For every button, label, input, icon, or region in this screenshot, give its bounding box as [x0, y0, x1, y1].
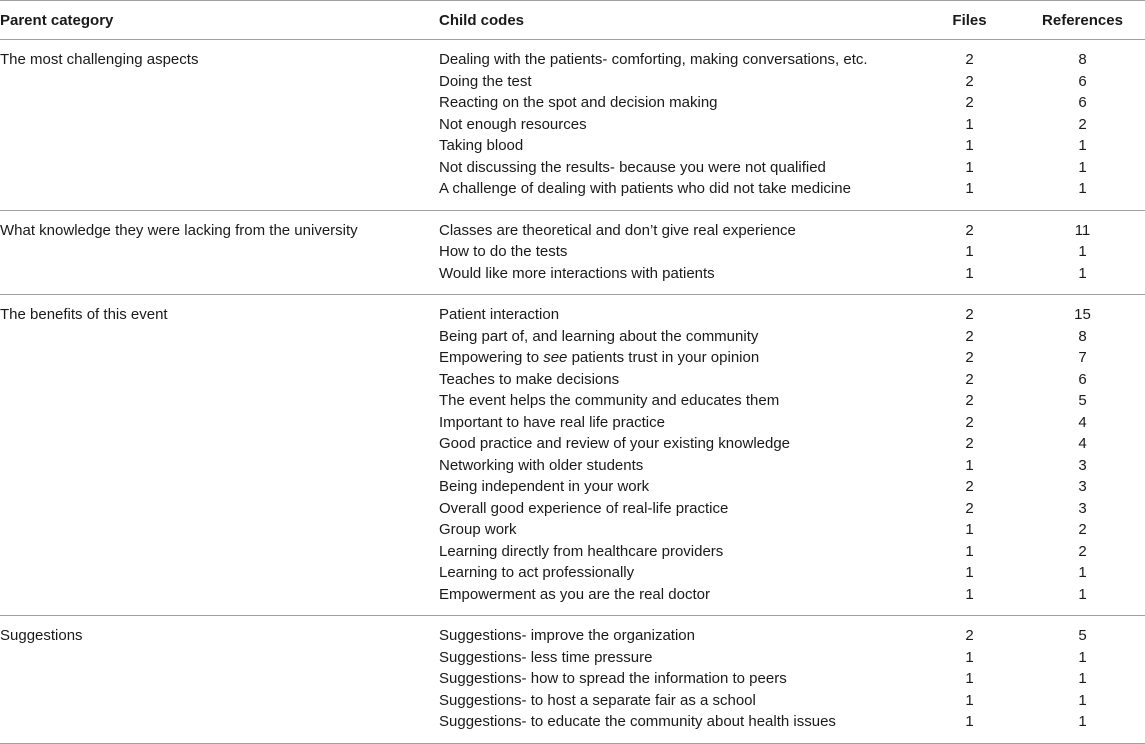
- references-count: 1: [1078, 158, 1087, 176]
- header-row: [0, 1, 1145, 40]
- child-code: Suggestions- improve the organization: [439, 627, 695, 644]
- references-count: 1: [1078, 137, 1087, 154]
- parent-category-empty: [0, 455, 439, 477]
- references-count: 7: [1078, 349, 1087, 366]
- references-count: 3: [1078, 499, 1087, 517]
- header-child-codes: Child codes: [439, 1, 919, 40]
- references-count: 2: [1078, 542, 1087, 560]
- references-count: 1: [1078, 243, 1087, 260]
- table-row: [0, 433, 1145, 455]
- files-count: 1: [965, 521, 974, 538]
- files-count: 2: [965, 306, 974, 323]
- files-count: 1: [965, 713, 974, 730]
- parent-category: The most challenging aspects: [0, 51, 199, 68]
- files-count: 1: [965, 564, 974, 581]
- parent-category-empty: [0, 476, 439, 498]
- table-row: [0, 40, 1145, 71]
- table-row: [0, 210, 1145, 241]
- parent-category-empty: [0, 711, 439, 743]
- table-row: [0, 498, 1145, 520]
- table-row: [0, 241, 1145, 263]
- child-code: A challenge of dealing with patients who did not take medicine: [439, 180, 851, 197]
- child-code: Suggestions- to host a separate fair as a school: [439, 691, 756, 709]
- files-count: 2: [965, 51, 974, 68]
- child-code: Classes are theoretical and don’t give real experience: [439, 221, 796, 239]
- references-count: 8: [1078, 51, 1087, 68]
- child-code: Doing the test: [439, 72, 532, 90]
- parent-category-empty: [0, 562, 439, 584]
- files-count: 2: [965, 349, 974, 366]
- parent-category-empty: [0, 369, 439, 391]
- references-count: 1: [1078, 564, 1087, 581]
- parent-category-empty: [0, 92, 439, 114]
- table-row: [0, 71, 1145, 93]
- table-row: [0, 114, 1145, 136]
- group-knowledge-lacking: [0, 210, 1145, 295]
- files-count: 2: [965, 413, 974, 431]
- child-code: Dealing with the patients- comforting, making conversations, etc.: [439, 51, 868, 68]
- parent-category-empty: [0, 241, 439, 263]
- references-count: 6: [1078, 72, 1087, 90]
- references-count: 1: [1078, 648, 1087, 666]
- parent-category-empty: [0, 347, 439, 369]
- references-count: 4: [1078, 413, 1087, 431]
- references-count: 1: [1078, 264, 1087, 282]
- table-row: [0, 584, 1145, 616]
- table-row: [0, 347, 1145, 369]
- parent-category-empty: [0, 668, 439, 690]
- files-count: 2: [965, 435, 974, 452]
- parent-category-empty: [0, 71, 439, 93]
- table-row: [0, 135, 1145, 157]
- child-code: Patient interaction: [439, 306, 560, 323]
- child-code: Suggestions- to educate the community about health issues: [439, 713, 836, 730]
- child-code: Being independent in your work: [439, 478, 650, 495]
- files-count: 1: [965, 158, 974, 176]
- table-row: [0, 369, 1145, 391]
- child-code: Suggestions- how to spread the information to peers: [439, 670, 787, 687]
- child-code: Would like more interactions with patients: [439, 264, 715, 282]
- files-count: 2: [965, 627, 974, 644]
- references-count: 6: [1078, 94, 1087, 111]
- parent-category-empty: [0, 498, 439, 520]
- parent-category-empty: [0, 390, 439, 412]
- files-count: 2: [965, 370, 974, 388]
- files-count: 1: [965, 670, 974, 687]
- files-count: 1: [965, 456, 974, 474]
- references-count: 1: [1078, 691, 1087, 709]
- parent-category-empty: [0, 433, 439, 455]
- files-count: 2: [965, 221, 974, 239]
- files-count: 1: [965, 115, 974, 133]
- parent-category: The benefits of this event: [0, 306, 168, 323]
- table-row: [0, 562, 1145, 584]
- table-row: [0, 390, 1145, 412]
- table-row: [0, 711, 1145, 743]
- table-row: [0, 157, 1145, 179]
- child-code: Good practice and review of your existing knowledge: [439, 435, 791, 452]
- files-count: 2: [965, 327, 974, 345]
- files-count: 2: [965, 72, 974, 90]
- table-header: [0, 1, 1145, 40]
- references-count: 1: [1078, 713, 1087, 730]
- parent-category-empty: [0, 157, 439, 179]
- parent-category: What knowledge they were lacking from the university: [0, 221, 358, 239]
- table-row: [0, 412, 1145, 434]
- references-count: 3: [1078, 478, 1087, 495]
- files-count: 1: [965, 137, 974, 154]
- child-code: Teaches to make decisions: [439, 370, 620, 388]
- files-count: 1: [965, 585, 974, 603]
- table-row: [0, 92, 1145, 114]
- references-count: 2: [1078, 521, 1087, 538]
- table-row: [0, 519, 1145, 541]
- header-files: Files: [919, 1, 1020, 40]
- files-count: 1: [965, 648, 974, 666]
- table-row: [0, 690, 1145, 712]
- child-code: Suggestions- less time pressure: [439, 648, 653, 666]
- child-code: Taking blood: [439, 137, 524, 154]
- files-count: 2: [965, 478, 974, 495]
- files-count: 1: [965, 180, 974, 197]
- files-count: 2: [965, 499, 974, 517]
- parent-category-empty: [0, 114, 439, 136]
- references-count: 5: [1078, 392, 1087, 409]
- table-row: [0, 455, 1145, 477]
- references-count: 5: [1078, 627, 1087, 644]
- group-benefits: [0, 295, 1145, 616]
- parent-category-empty: [0, 690, 439, 712]
- child-code: How to do the tests: [439, 243, 568, 260]
- table-row: [0, 326, 1145, 348]
- parent-category-empty: [0, 412, 439, 434]
- child-code: Overall good experience of real-life practice: [439, 499, 729, 517]
- child-code: Reacting on the spot and decision making: [439, 94, 718, 111]
- child-code: Empowerment as you are the real doctor: [439, 585, 710, 603]
- parent-category-empty: [0, 263, 439, 295]
- child-code: Not enough resources: [439, 115, 587, 133]
- table-row: [0, 295, 1145, 326]
- parent-category-empty: [0, 647, 439, 669]
- references-count: 2: [1078, 115, 1087, 133]
- references-count: 1: [1078, 180, 1087, 197]
- child-code: Important to have real life practice: [439, 413, 665, 431]
- child-code: Group work: [439, 521, 517, 538]
- references-count: 11: [1074, 221, 1091, 239]
- references-count: 4: [1078, 435, 1087, 452]
- table-row: [0, 476, 1145, 498]
- references-count: 1: [1078, 585, 1087, 603]
- table-row: [0, 668, 1145, 690]
- references-count: 8: [1078, 327, 1087, 345]
- table-row: [0, 616, 1145, 647]
- parent-category-empty: [0, 178, 439, 210]
- files-count: 1: [965, 691, 974, 709]
- references-count: 6: [1078, 370, 1087, 388]
- files-count: 1: [965, 243, 974, 260]
- table-row: [0, 541, 1145, 563]
- files-count: 1: [965, 264, 974, 282]
- group-suggestions: [0, 616, 1145, 744]
- table-row: [0, 263, 1145, 295]
- references-count: 3: [1078, 456, 1087, 474]
- child-code: Not discussing the results- because you were not qualified: [439, 158, 826, 176]
- table-row: [0, 178, 1145, 210]
- references-count: 15: [1074, 306, 1091, 323]
- table-row: [0, 647, 1145, 669]
- child-code-pre: Empowering to: [439, 349, 544, 366]
- child-code-post: patients trust in your opinion: [567, 349, 760, 366]
- parent-category-empty: [0, 519, 439, 541]
- child-code: Being part of, and learning about the community: [439, 327, 759, 345]
- header-parent-category: Parent category: [0, 1, 439, 40]
- child-code: The event helps the community and educates them: [439, 392, 780, 409]
- child-code-emphasis: see: [543, 349, 568, 366]
- child-code: Learning directly from healthcare providers: [439, 542, 724, 560]
- child-code: [439, 347, 919, 369]
- parent-category-empty: [0, 135, 439, 157]
- references-count: 1: [1078, 670, 1087, 687]
- parent-category-empty: [0, 326, 439, 348]
- child-code: Learning to act professionally: [439, 564, 635, 581]
- files-count: 1: [965, 542, 974, 560]
- group-most-challenging: [0, 40, 1145, 211]
- parent-category: Suggestions: [0, 627, 83, 644]
- header-references: References: [1020, 1, 1145, 40]
- files-count: 2: [965, 392, 974, 409]
- files-count: 2: [965, 94, 974, 111]
- parent-category-empty: [0, 584, 439, 616]
- child-code: Networking with older students: [439, 456, 644, 474]
- parent-category-empty: [0, 541, 439, 563]
